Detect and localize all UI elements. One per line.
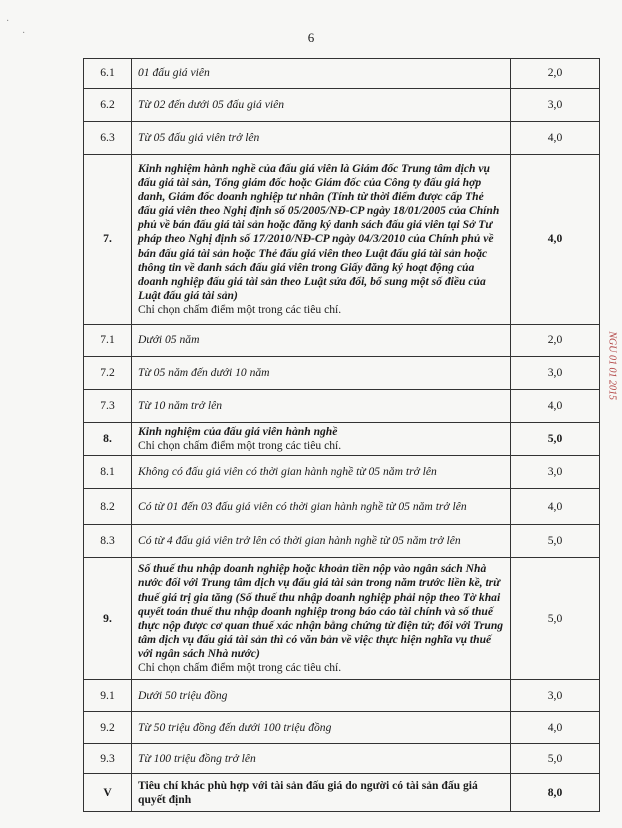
row-score: 2,0 [511, 59, 600, 89]
margin-stamp: NGU 01 01 2015 [607, 331, 618, 400]
row-number: V [84, 774, 132, 812]
row-description: Có từ 01 đến 03 đấu giá viên có thời gian hành nghề từ 05 năm trở lên [132, 489, 511, 525]
criterion-note: Chỉ chọn chấm điểm một trong các tiêu chí. [138, 661, 342, 675]
table-row [84, 357, 600, 390]
table-row [84, 122, 600, 155]
criterion-text: Kinh nghiệm hành nghề của đấu giá viên là Giám đốc Trung tâm dịch vụ đấu giá tài sản, Tổng giám đốc hoặc Giám đốc của Công ty đấu giá hợp danh, Giám đốc doanh nghiệp tư nhân (Tính từ thời điểm được cấp Thẻ đấu giá viên theo Nghị định số 05/2005/NĐ-CP ngày 18/01/2005 của Chính phủ về bán đấu giá tài sản hoặc đăng ký danh sách đấu giá viên tại Sở Tư pháp theo Nghị định số 17/2010/NĐ-CP ngày 04/3/2010 của Chính phủ về bán đấu giá tài sản hoặc Thẻ đấu giá viên theo Luật đấu giá tài sản hoặc thông tin về danh sách đấu giá viên trong Giấy đăng ký hoạt động của doanh nghiệp đấu giá tài sản theo Luật sửa đổi, bổ sung một số điều của Luật đấu giá tài sản) [138, 161, 500, 302]
row-description: Dưới 05 năm [132, 325, 511, 357]
row-number: 6.1 [84, 59, 132, 89]
row-number: 8.3 [84, 525, 132, 558]
criterion-text: Kinh nghiệm của đấu giá viên hành nghề [138, 425, 338, 438]
table-row [84, 390, 600, 423]
row-description: Dưới 50 triệu đồng [132, 680, 511, 712]
row-score: 4,0 [511, 489, 600, 525]
row-number: 7. [84, 155, 132, 325]
row-score: 5,0 [511, 744, 600, 774]
table-row [84, 456, 600, 489]
table-row [84, 155, 600, 325]
table-row [84, 525, 600, 558]
row-score: 3,0 [511, 456, 600, 489]
scan-mark: · [6, 16, 10, 27]
scan-mark: · [22, 28, 26, 39]
scoring-table [83, 58, 600, 812]
row-score: 2,0 [511, 325, 600, 357]
table-row [84, 712, 600, 744]
row-score: 8,0 [511, 774, 600, 812]
row-score: 4,0 [511, 155, 600, 325]
table-row [84, 774, 600, 812]
criterion-note: Chỉ chọn chấm điểm một trong các tiêu chí. [138, 303, 342, 317]
row-description: Từ 05 năm đến dưới 10 năm [132, 357, 511, 390]
row-number: 7.2 [84, 357, 132, 390]
page-number: 6 [307, 30, 315, 45]
row-description: 01 đấu giá viên [132, 59, 511, 89]
row-score: 5,0 [511, 423, 600, 456]
criterion-note: Chỉ chọn chấm điểm một trong các tiêu chí. [138, 439, 342, 453]
row-number: 9. [84, 558, 132, 680]
row-description [132, 558, 511, 680]
row-score: 5,0 [511, 525, 600, 558]
criterion-text: Số thuế thu nhập doanh nghiệp hoặc khoản tiền nộp vào ngân sách Nhà nước đối với Trung tâm dịch vụ đấu giá tài sản trong năm trước liền kề, trừ thuế giá trị gia tăng (Số thuế thu nhập doanh nghiệp phải nộp theo Tờ khai quyết toán thuế thu nhập doanh nghiệp trong báo cáo tài chính và số thuế thực nộp được cơ quan thuế xác nhận bằng chứng từ điện tử; đối với Trung tâm dịch vụ đấu giá tài sản thì có văn bản về việc thực hiện nghĩa vụ thuế với ngân sách Nhà nước) [138, 562, 504, 661]
row-number: 7.3 [84, 390, 132, 423]
table-row [84, 423, 600, 456]
row-score: 5,0 [511, 558, 600, 680]
table-row [84, 325, 600, 357]
row-number: 6.3 [84, 122, 132, 155]
row-description: Tiêu chí khác phù hợp với tài sản đấu giá do người có tài sản đấu giá quyết định [132, 774, 511, 812]
table-row [84, 680, 600, 712]
row-description: Không có đấu giá viên có thời gian hành nghề từ 05 năm trở lên [132, 456, 511, 489]
table-row [84, 558, 600, 680]
table-row [84, 59, 600, 89]
row-score: 4,0 [511, 712, 600, 744]
row-score: 3,0 [511, 357, 600, 390]
row-number: 6.2 [84, 89, 132, 122]
row-score: 4,0 [511, 122, 600, 155]
row-description [132, 155, 511, 325]
row-number: 8.1 [84, 456, 132, 489]
row-number: 7.1 [84, 325, 132, 357]
row-description: Từ 50 triệu đồng đến dưới 100 triệu đồng [132, 712, 511, 744]
row-number: 9.2 [84, 712, 132, 744]
row-score: 3,0 [511, 680, 600, 712]
row-number: 9.1 [84, 680, 132, 712]
table-row [84, 744, 600, 774]
row-description [132, 423, 511, 456]
row-description: Từ 10 năm trở lên [132, 390, 511, 423]
row-description: Có từ 4 đấu giá viên trở lên có thời gian hành nghề từ 05 năm trở lên [132, 525, 511, 558]
row-number: 8.2 [84, 489, 132, 525]
row-description: Từ 05 đấu giá viên trở lên [132, 122, 511, 155]
row-description: Từ 02 đến dưới 05 đấu giá viên [132, 89, 511, 122]
table-row [84, 489, 600, 525]
table-row [84, 89, 600, 122]
row-score: 4,0 [511, 390, 600, 423]
row-score: 3,0 [511, 89, 600, 122]
row-number: 8. [84, 423, 132, 456]
row-description: Từ 100 triệu đồng trở lên [132, 744, 511, 774]
row-number: 9.3 [84, 744, 132, 774]
